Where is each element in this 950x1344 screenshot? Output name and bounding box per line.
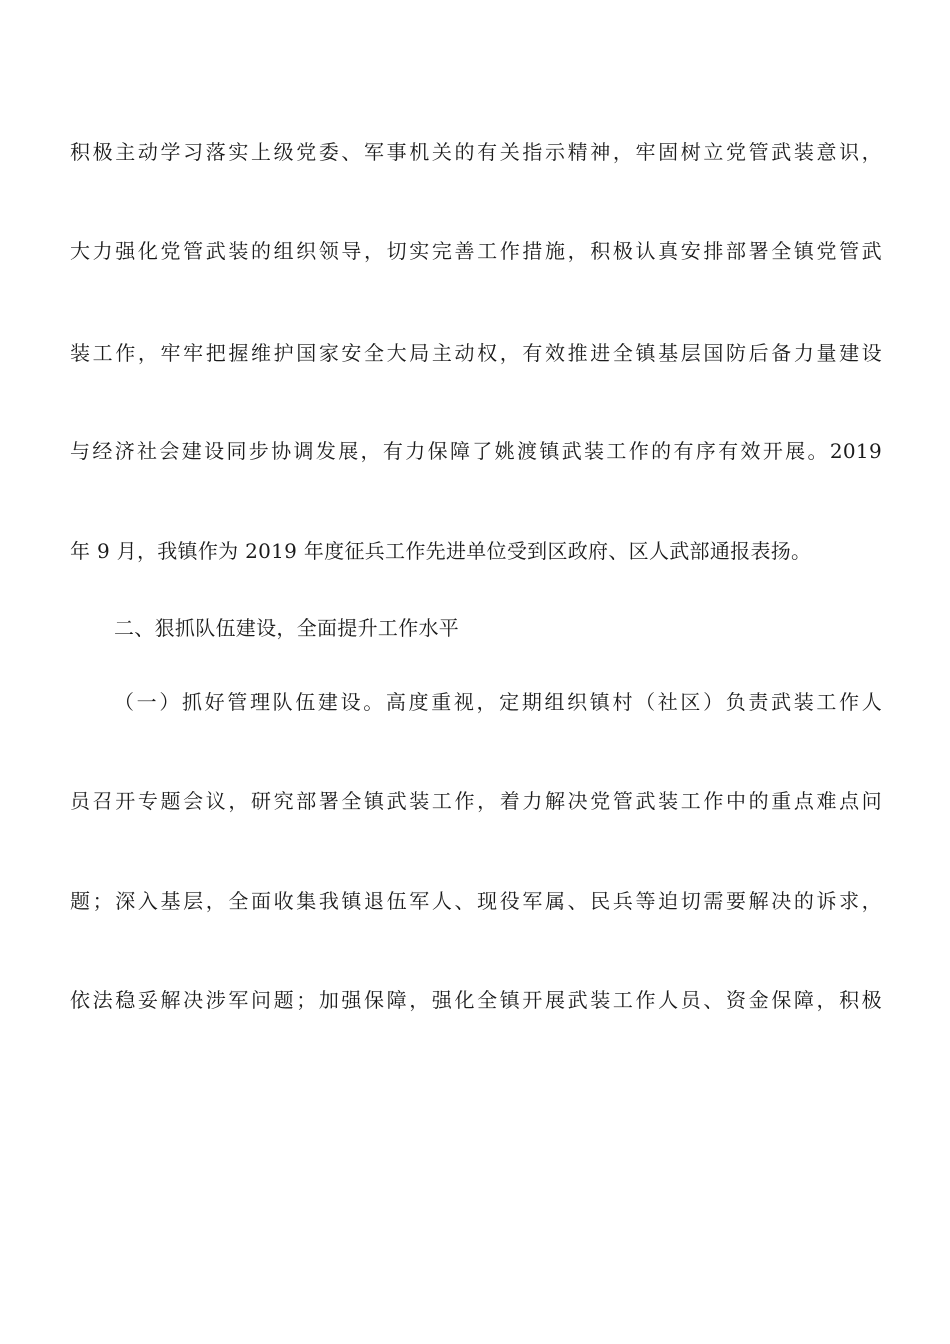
paragraph-line: 题；深入基层，全面收集我镇退伍军人、现役军属、民兵等迫切需要解决的诉求， [70,889,882,913]
paragraph-line: 装工作，牢牢把握维护国家安全大局主动权，有效推进全镇基层国防后备力量建设 [70,341,882,365]
section-heading: 二、狠抓队伍建设，全面提升工作水平 [114,616,460,640]
paragraph-line: 员召开专题会议，研究部署全镇武装工作，着力解决党管武装工作中的重点难点问 [70,789,882,813]
paragraph-line: 与经济社会建设同步协调发展，有力保障了姚渡镇武装工作的有序有效开展。2019 [70,439,882,463]
paragraph-line: 依法稳妥解决涉军问题；加强保障，强化全镇开展武装工作人员、资金保障，积极 [70,988,882,1012]
paragraph-line: （一）抓好管理队伍建设。高度重视，定期组织镇村（社区）负责武装工作人 [114,690,882,714]
paragraph-line: 年 9 月，我镇作为 2019 年度征兵工作先进单位受到区政府、区人武部通报表扬。 [70,539,812,563]
paragraph-line: 大力强化党管武装的组织领导，切实完善工作措施，积极认真安排部署全镇党管武 [70,239,882,263]
paragraph-line: 积极主动学习落实上级党委、军事机关的有关指示精神，牢固树立党管武装意识， [70,140,882,164]
